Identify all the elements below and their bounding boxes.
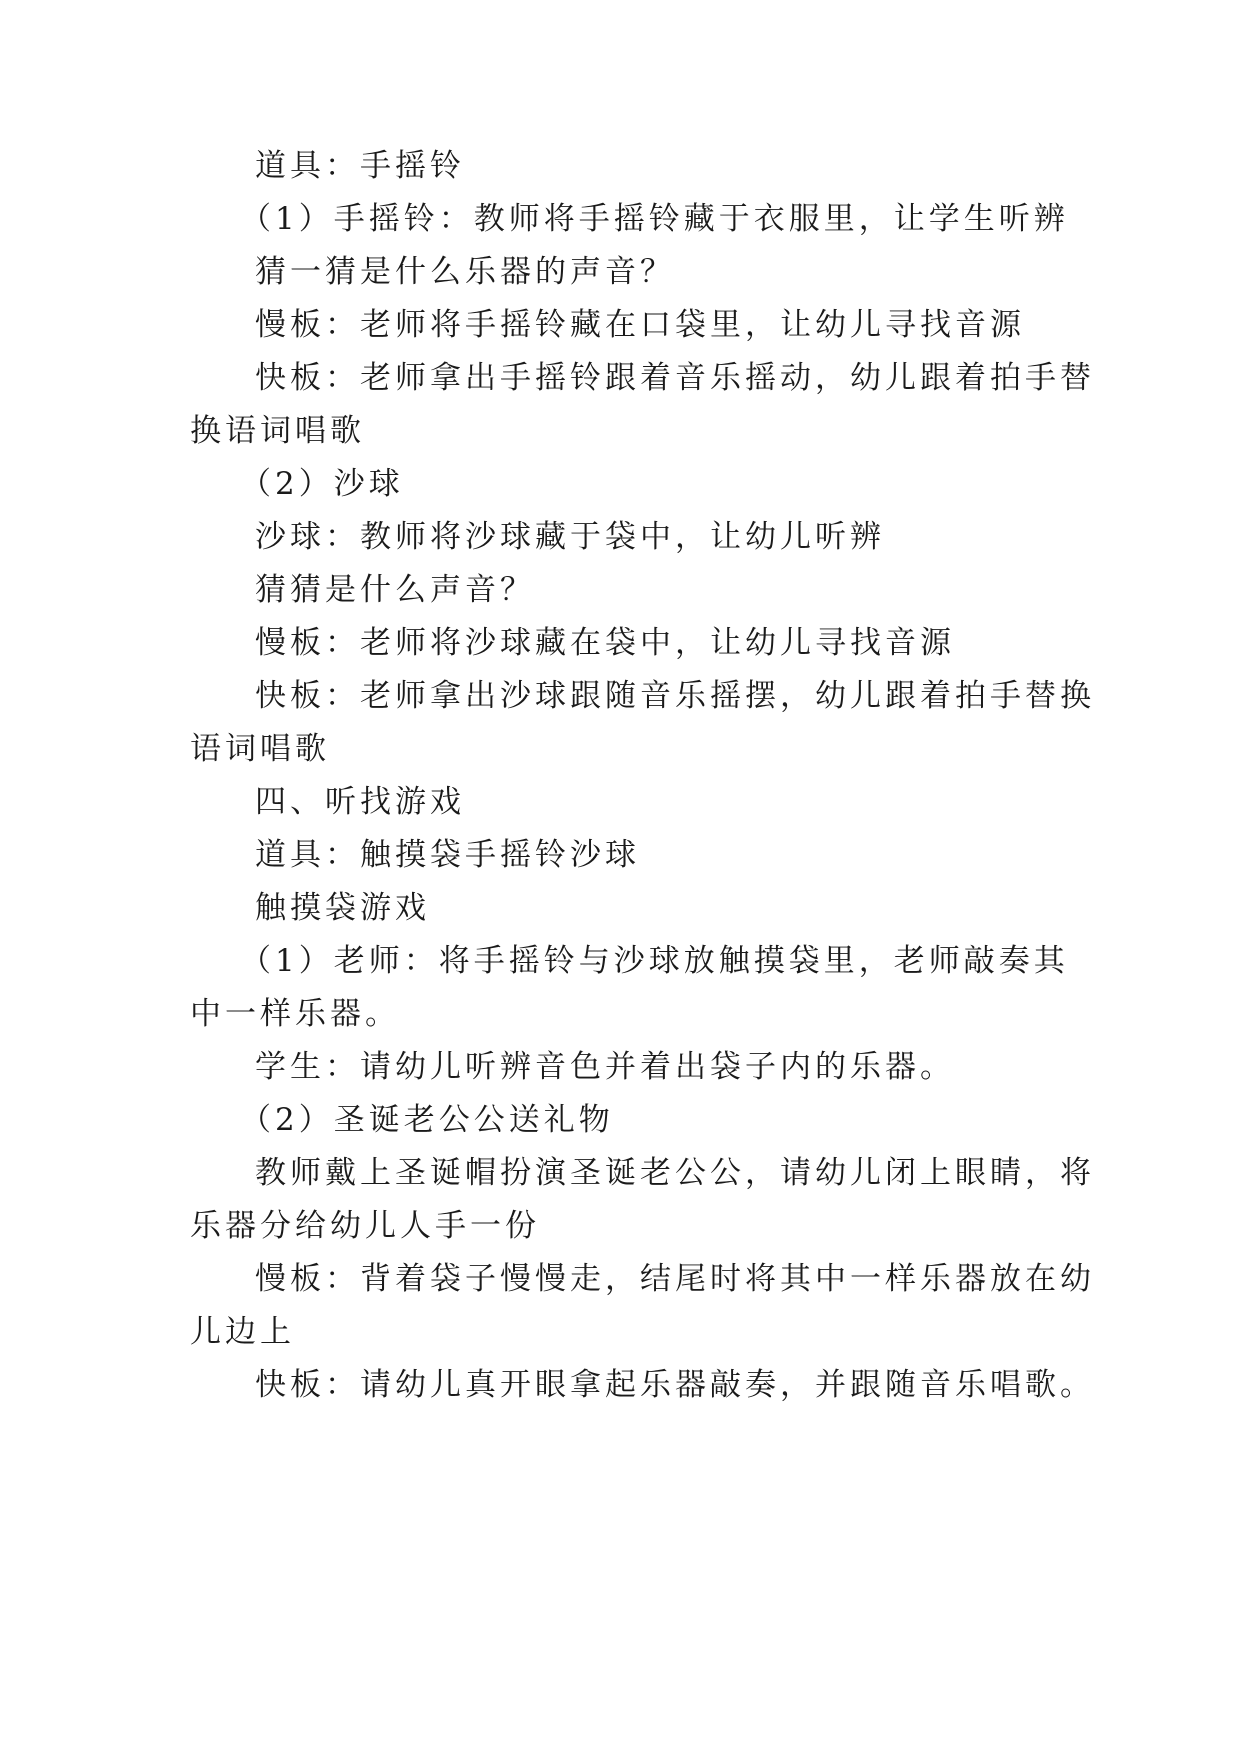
paragraph-line: 慢板：老师将沙球藏在袋中，让幼儿寻找音源	[255, 625, 955, 661]
paragraph-line: 道具：手摇铃	[255, 148, 465, 184]
paragraph-line: 中一样乐器。	[190, 996, 400, 1032]
paragraph-line: （2）沙球	[240, 466, 404, 502]
paragraph-line: （1）手摇铃：教师将手摇铃藏于衣服里，让学生听辨	[240, 201, 1069, 237]
paragraph-line: 猜猜是什么声音？	[255, 572, 535, 608]
paragraph-line: （1）老师：将手摇铃与沙球放触摸袋里，老师敲奏其	[240, 943, 1069, 979]
paragraph-line: （2）圣诞老公公送礼物	[240, 1102, 614, 1138]
paragraph-line: 快板：老师拿出沙球跟随音乐摇摆，幼儿跟着拍手替换	[255, 678, 1095, 714]
paragraph-line: 儿边上	[190, 1314, 295, 1350]
paragraph-line: 语词唱歌	[190, 731, 330, 767]
paragraph-line: 触摸袋游戏	[255, 890, 430, 926]
paragraph-line: 换语词唱歌	[190, 413, 365, 449]
section-heading: 四、听找游戏	[255, 784, 465, 820]
paragraph-line: 猜一猜是什么乐器的声音？	[255, 254, 675, 290]
paragraph-line: 沙球：教师将沙球藏于袋中，让幼儿听辨	[255, 519, 885, 555]
paragraph-line: 学生：请幼儿听辨音色并着出袋子内的乐器。	[255, 1049, 955, 1085]
paragraph-line: 快板：请幼儿真开眼拿起乐器敲奏，并跟随音乐唱歌。	[255, 1367, 1095, 1403]
paragraph-line: 道具：触摸袋手摇铃沙球	[255, 837, 640, 873]
paragraph-line: 慢板：背着袋子慢慢走，结尾时将其中一样乐器放在幼	[255, 1261, 1095, 1297]
paragraph-line: 乐器分给幼儿人手一份	[190, 1208, 540, 1244]
paragraph-line: 教师戴上圣诞帽扮演圣诞老公公，请幼儿闭上眼睛，将	[255, 1155, 1095, 1191]
paragraph-line: 快板：老师拿出手摇铃跟着音乐摇动，幼儿跟着拍手替	[255, 360, 1095, 396]
paragraph-line: 慢板：老师将手摇铃藏在口袋里，让幼儿寻找音源	[255, 307, 1025, 343]
